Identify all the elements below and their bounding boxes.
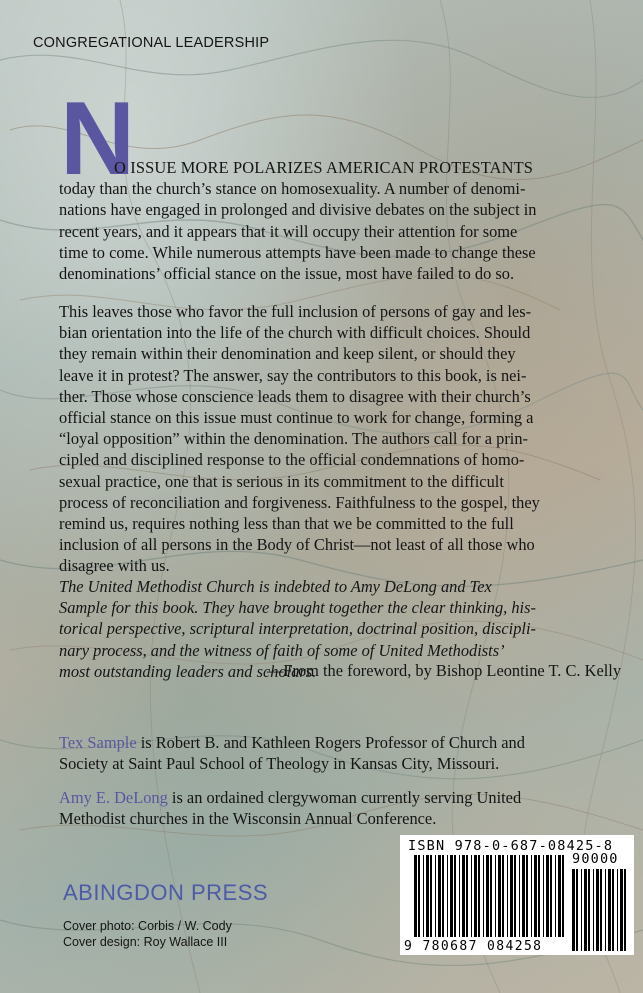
barcode-bar <box>430 855 432 937</box>
text-line: Sample for this book. They have brought together the clear thinking, his- <box>59 598 536 618</box>
text-line: Methodist churches in the Wisconsin Annual Conference. <box>59 809 437 829</box>
barcode-bar <box>462 855 465 937</box>
bio-text: is an ordained clergywoman currently serving United <box>167 788 522 807</box>
barcode-bar <box>507 855 508 937</box>
isbn-barcode <box>400 835 634 955</box>
barcode-bar <box>498 855 501 937</box>
credit-line: Cover design: Roy Wallace III <box>63 935 228 949</box>
barcode-bar <box>510 855 513 937</box>
author-bio-amy-delong <box>59 787 604 829</box>
barcode-bar <box>584 869 587 951</box>
barcode-bar <box>438 855 441 937</box>
barcode-bar <box>519 855 520 937</box>
author-name: Tex Sample <box>59 733 137 752</box>
publisher-logo: ABINGDON PRESS <box>63 880 269 905</box>
barcode-bar <box>612 869 614 951</box>
barcode-bar <box>538 855 540 937</box>
barcode-bar <box>490 855 492 937</box>
text-line: time to come. While numerous attempts have been made to change these <box>59 242 536 262</box>
barcode-bar <box>471 855 472 937</box>
barcode-bar <box>450 855 453 937</box>
barcode-bar <box>581 869 582 951</box>
text-line <box>59 732 604 753</box>
quote-attribution: —From the foreword, by Bishop Leontine T. C. Kelly <box>267 661 622 680</box>
barcode-bar <box>495 855 496 937</box>
text-line: sexual practice, one that is serious in its commitment to the difficult <box>59 471 504 491</box>
barcode-bar <box>459 855 460 937</box>
text-line: O ISSUE MORE POLARIZES AMERICAN PROTESTANTS <box>114 158 534 177</box>
drop-cap-letter: N <box>60 81 136 197</box>
barcode-bar <box>531 855 532 937</box>
barcode-bar <box>588 869 590 951</box>
text-line: remind us, requires nothing less than that we be committed to the full <box>59 514 514 534</box>
barcode-bar <box>620 869 623 951</box>
barcode-bar <box>522 855 525 937</box>
barcode-bar <box>442 855 444 937</box>
author-bio-tex-sample <box>59 732 604 774</box>
barcode-bar <box>555 855 556 937</box>
text-line: Society at Saint Paul School of Theology in Kansas City, Missouri. <box>59 754 500 774</box>
text-line: denominations’ official stance on the issue, most have failed to do so. <box>59 264 515 284</box>
barcode-bar <box>605 869 606 951</box>
barcode-bar <box>502 855 504 937</box>
barcode-bar <box>600 869 602 951</box>
text-line: nary process, and the witness of faith of some of United Methodists’ <box>59 640 505 660</box>
text-line: today than the church’s stance on homosexuality. A number of denomi- <box>59 179 526 199</box>
intro-paragraph <box>59 157 594 284</box>
barcode-bar <box>617 869 618 951</box>
barcode-bar <box>466 855 468 937</box>
barcode-bar <box>418 855 420 937</box>
barcode-bar <box>562 855 564 937</box>
barcode-bar <box>550 855 552 937</box>
barcode-bar <box>426 855 429 937</box>
barcode-bar <box>514 855 516 937</box>
barcode-bar <box>435 855 436 937</box>
text-line: most outstanding leaders and scholars. <box>59 661 317 681</box>
credit-line: Cover photo: Corbis / W. Cody <box>63 919 232 933</box>
author-name: Amy E. DeLong <box>59 788 168 807</box>
barcode-bar <box>478 855 480 937</box>
text-line: process of reconciliation and forgiveness. Faithfulness to the gospel, they <box>59 492 540 512</box>
text-line <box>59 787 604 808</box>
barcode-bar <box>624 869 626 951</box>
bio-text: is Robert B. and Kathleen Rogers Professor of Church and <box>136 733 525 752</box>
text-line: leave it in protest? The answer, say the contributors to this book, is nei- <box>59 365 527 385</box>
text-line: inclusion of all persons in the Body of Christ—not least of all those who <box>59 535 535 555</box>
text-line: ther. Those whose conscience leads them to disagree with their church’s <box>59 386 531 406</box>
isbn-text: ISBN 978-0-687-08425-8 <box>408 838 614 854</box>
barcode-bar <box>596 869 599 951</box>
barcode-bar <box>572 869 575 951</box>
text-line: torical perspective, scriptural interpretation, doctrinal position, discipli- <box>59 619 536 639</box>
barcode-bar <box>608 869 611 951</box>
barcode-bar <box>534 855 537 937</box>
text-line: The United Methodist Church is indebted to Amy DeLong and Tex <box>59 577 492 596</box>
price-addon-text: 90000 <box>572 851 619 867</box>
barcode-bar <box>593 869 594 951</box>
barcode-bar <box>447 855 448 937</box>
text-line: official stance on this issue must continue to work for change, forming a <box>59 408 534 428</box>
barcode-bar <box>474 855 477 937</box>
barcode-bar <box>558 855 561 937</box>
text-line: disagree with us. <box>59 556 170 576</box>
barcode-bar <box>483 855 484 937</box>
text-line: bian orientation into the life of the church with difficult choices. Should <box>59 323 531 343</box>
barcode-bar <box>454 855 456 937</box>
barcode-bar <box>576 869 578 951</box>
cover-credits <box>63 918 232 950</box>
barcode-bar <box>546 855 549 937</box>
text-line: they remain within their denomination and keep silent, or should they <box>59 344 516 364</box>
barcode-bar <box>414 855 417 937</box>
text-line: nations have engaged in prolonged and divisive debates on the subject in <box>59 200 537 220</box>
body-paragraph <box>59 301 594 577</box>
barcode-bars <box>400 835 634 955</box>
category-label: CONGREGATIONAL LEADERSHIP <box>33 35 270 51</box>
text-line: cipled and disciplined response to the official condemnations of homo- <box>59 450 525 470</box>
barcode-bar <box>543 855 544 937</box>
ean-digits: 9 780687 084258 <box>404 939 543 954</box>
barcode-bar <box>486 855 489 937</box>
text-line: recent years, and it appears that it will occupy their attention for some <box>59 221 518 241</box>
text-line: This leaves those who favor the full inclusion of persons of gay and les- <box>59 302 532 321</box>
barcode-bar <box>423 855 424 937</box>
barcode-bar <box>526 855 528 937</box>
text-line: “loyal opposition” within the denomination. The authors call for a prin- <box>59 429 528 449</box>
